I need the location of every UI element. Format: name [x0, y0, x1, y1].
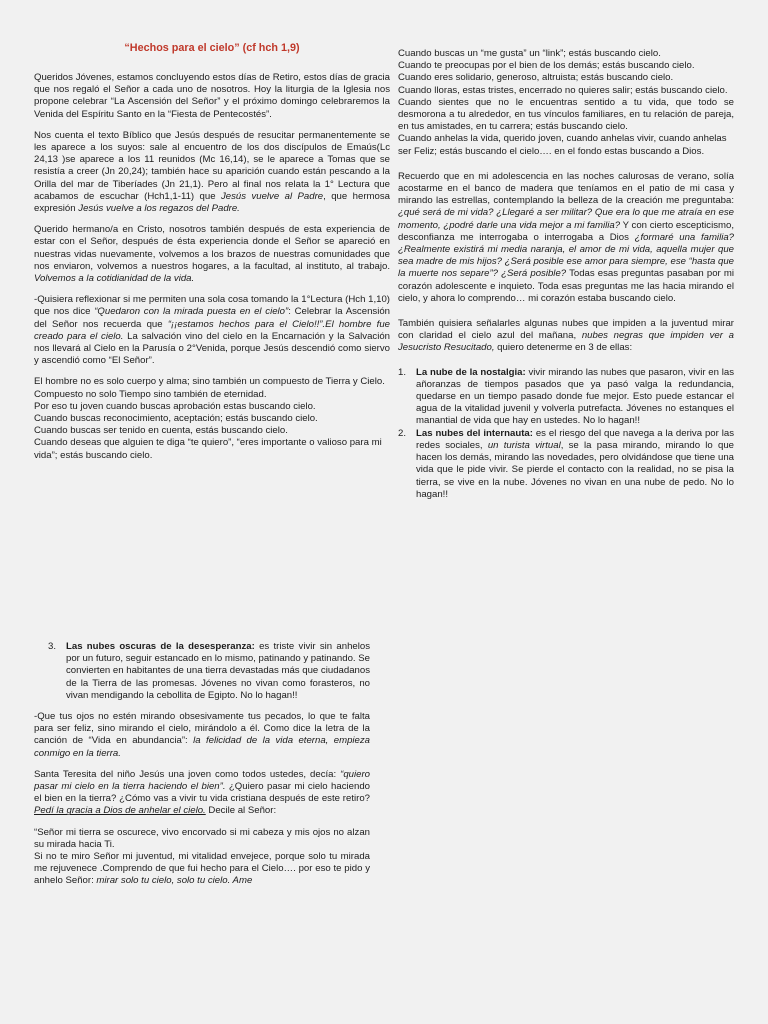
searching-line: Cuando buscas ser tenido en cuenta, estás buscando cielo.	[34, 425, 288, 437]
searching-line: Por eso tu joven cuando buscas aprobación estas buscando cielo.	[34, 400, 316, 412]
paragraph-santa-teresita: Santa Teresita del niño Jesús una joven como todos ustedes, decía: “quiero pasar mi cielo en la tierra haciendo el bien”. ¿Quiero pasar mi cielo haciendo el bien en la tierra? ¿Cómo vas a vivir tu vida cristiana después de este retiro? Pedí la gracia a Dios de anhelar el cielo. Decile al Señor:	[34, 768, 370, 817]
seeking-line: Cuando eres solidario, generoso, altruista; estás buscando cielo.	[398, 72, 674, 84]
left-column-bottom	[34, 641, 370, 897]
paragraph-seeking-list	[398, 48, 734, 158]
document-title: “Hechos para el cielo” (cf hch 1,9)	[124, 42, 300, 54]
paragraph-prayer: “Señor mi tierra se oscurece, vivo encorvado si mi cabeza y mis ojos no alzan su mirada hacia Ti. Si no te miro Señor mi juventud, mi vitalidad envejece, porque solo tu mirada me rejuvenece .Comprendo de que fui hecho para el Cielo…. por eso te pido y anhelo Señor: mirar solo tu cielo, solo tu cielo. Ame	[34, 826, 370, 887]
seeking-line: Cuando te preocupas por el bien de los demás; estás buscando cielo.	[398, 60, 695, 72]
seeking-line: Cuando anhelas la vida, querido joven, cuando anhelas vivir, cuando anhelas ser Feliz; estás buscando el cielo…. en el fondo estas buscando a Dios.	[398, 133, 727, 157]
paragraph-return: Querido hermano/a en Cristo, nosotros también después de esta experiencia de estar con el Señor, después de ésta experiencia donde el Señor se apareció en nuestras vidas nuevamente, volvemos a los brazos de nuestras comunidades que nos enviaron, volvemos a nuestros hogares, a la facultad, al instituto, al trabajo. Volvemos a la cotidianidad de la vida.	[34, 224, 390, 285]
left-column-top	[34, 72, 390, 471]
paragraph-clouds-intro: También quisiera señalarles algunas nubes que impiden a la juventud mirar con claridad el cielo azul del mañana, nubes negras que impiden ver a Jesucristo Resucitado, quiero detenerme en 3 de ellas:	[398, 318, 734, 354]
list-number: 2.	[398, 427, 407, 439]
right-column	[398, 48, 734, 501]
searching-line: Cuando buscas reconocimiento, aceptación; estás buscando cielo.	[34, 413, 318, 425]
paragraph-intro: Queridos Jóvenes, estamos concluyendo estos días de Retiro, estos días de gracia que nos regaló el Señor a cada uno de nosotros. Hoy la liturgia de la Iglesia nos propone celebrar “La Ascensión del Señor” y el próximo domingo celebraremos la Venida del Espíritu Santo en la “Fiesta de Pentecostés”.	[34, 72, 390, 120]
paragraph-reflection: -Quisiera reflexionar si me permiten una sola cosa tomando la 1°Lectura (Hch 1,10) que nos dice “Quedaron con la mirada puesta en el cielo”: Celebrar la Ascensión del Señor nos recuerda que “¡¡estamos hechos para el Cielo!!”.El hombre fue creado para el cielo. La salvación vino del cielo en la Encarnación y la Salvación nos llevará al Cielo en la Parusía o 2°Venida, porque Jesús descendió como siervo y ascendió como “El Señor”.	[34, 294, 391, 367]
list-item-nostalgia: 1. La nube de la nostalgia: vivir mirando las nubes que pasaron, vivir en las añoranzas de tiempos pasados que ya pasó valga la redundancia, quedarse en un tiempo pasado donde fue mejor. Esto puede estancar el agua de la vitalidad juvenil y volverla putrefacta. Jóvenes no estanques el manantial de vida que hay en ustedes. No lo hagan!!	[398, 366, 735, 427]
list-item-desperation: 3. Las nubes oscuras de la desesperanza: es triste vivir sin anhelos por un futuro, seguir estancado en lo mismo, patinando y patinando. Se convierten en habitantes de una tierra devastadas más que ciudadanos de la Tierra de las promesas. Jóvenes no vivan como forasteros, no vivan mendigando la cebollita de Egipto. No lo hagan!!	[34, 641, 370, 702]
list-number: 1.	[398, 366, 407, 378]
list-item-internauta: 2. Las nubes del internauta: es el riesgo del que navega a la deriva por las redes sociales, un turista virtual, se la pasa mirando, mirando lo que hacen los demás, mirando las novedades, pero olvidándose que tiene una vida que le pide vivir. Se pierde el contacto con la realidad, no se pisa la tierra, se vive en la nube. Jóvenes no vivan en una nube de pedo. No lo hagan!!	[398, 427, 735, 500]
seeking-line: Cuando lloras, estas tristes, encerrado no quieres salir; estás buscando cielo.	[398, 84, 728, 96]
seeking-line: Cuando buscas un “me gusta” un “link”; estás buscando cielo.	[398, 48, 661, 59]
searching-line: Cuando deseas que alguien te diga “te quiero”, “eres importante o valioso para mi vida”; estás buscando cielo.	[34, 437, 382, 461]
paragraph-biblical-text: Nos cuenta el texto Bíblico que Jesús después de resucitar permanentemente se les aparece a los suyos: sale al encuentro de los dos discípulos de Emaús(Lc 24,13 )se aparece a los 11 reunidos (Mc 16,14), se le aparece a Tomas que se resistía a creer (Jn 20,24); también hace su aparición cuando están pescando a la Orilla del mar de Tiberíades (Jn 21,1). Pero al final nos relata la 1° Lectura que acabamos de escuchar (Hch1,1-11) que Jesús vuelve al Padre, que hermosa expresión Jesús vuelve a los regazos del Padre.	[34, 129, 390, 215]
list-number: 3.	[48, 641, 57, 652]
paragraph-searching-heaven	[34, 376, 390, 461]
paragraph-eyes: -Que tus ojos no estén mirando obsesivamente tus pecados, lo que te falta para ser feliz, sino mirando el cielo, mirándolo a él. Como dice la letra de la canción de “Vida en abundancia”: la felicidad de la vida eterna, empieza conmigo en la tierra.	[34, 711, 371, 759]
searching-line: El hombre no es solo cuerpo y alma; sino también un compuesto de Tierra y Cielo. Compuesto no solo Tiempo sino también de eternidad.	[34, 376, 385, 400]
paragraph-adolescence: Recuerdo que en mi adolescencia en las noches calurosas de verano, solía acostarme en el banco de madera que teníamos en el patio de mi casa y mirando las estrellas, contemplando la belleza de la creación me preguntaba: ¿qué será de mi vida? ¿Llegaré a ser militar? Que era lo que me atraía en ese momento, ¿podré darle una vida mejor a mi familia? Y con cierto escepticismo, desconfianza me interrogaba o interrogaba a Dios ¿formaré una familia? ¿Realmente existirá mi media naranja, el amor de mi vida, aquella mujer que sea madre de mis hijos? ¿Será posible ese amor para siempre, ese “hasta que la muerte nos separe”? ¿Será posible? Todas esas preguntas pasaban por mi corazón adolescente e inquieto. Toda esas preguntas me las hacia mirando el cielo, y ahora lo comprendo… mi corazón estaba buscando cielo.	[398, 170, 734, 304]
seeking-line: Cuando sientes que no le encuentras sentido a tu vida, que todo se desmorona a tu alrededor, en tus vínculos familiares, en tu relación de pareja, en tus amistades, en tu carrera; estás buscando cielo.	[398, 96, 734, 133]
